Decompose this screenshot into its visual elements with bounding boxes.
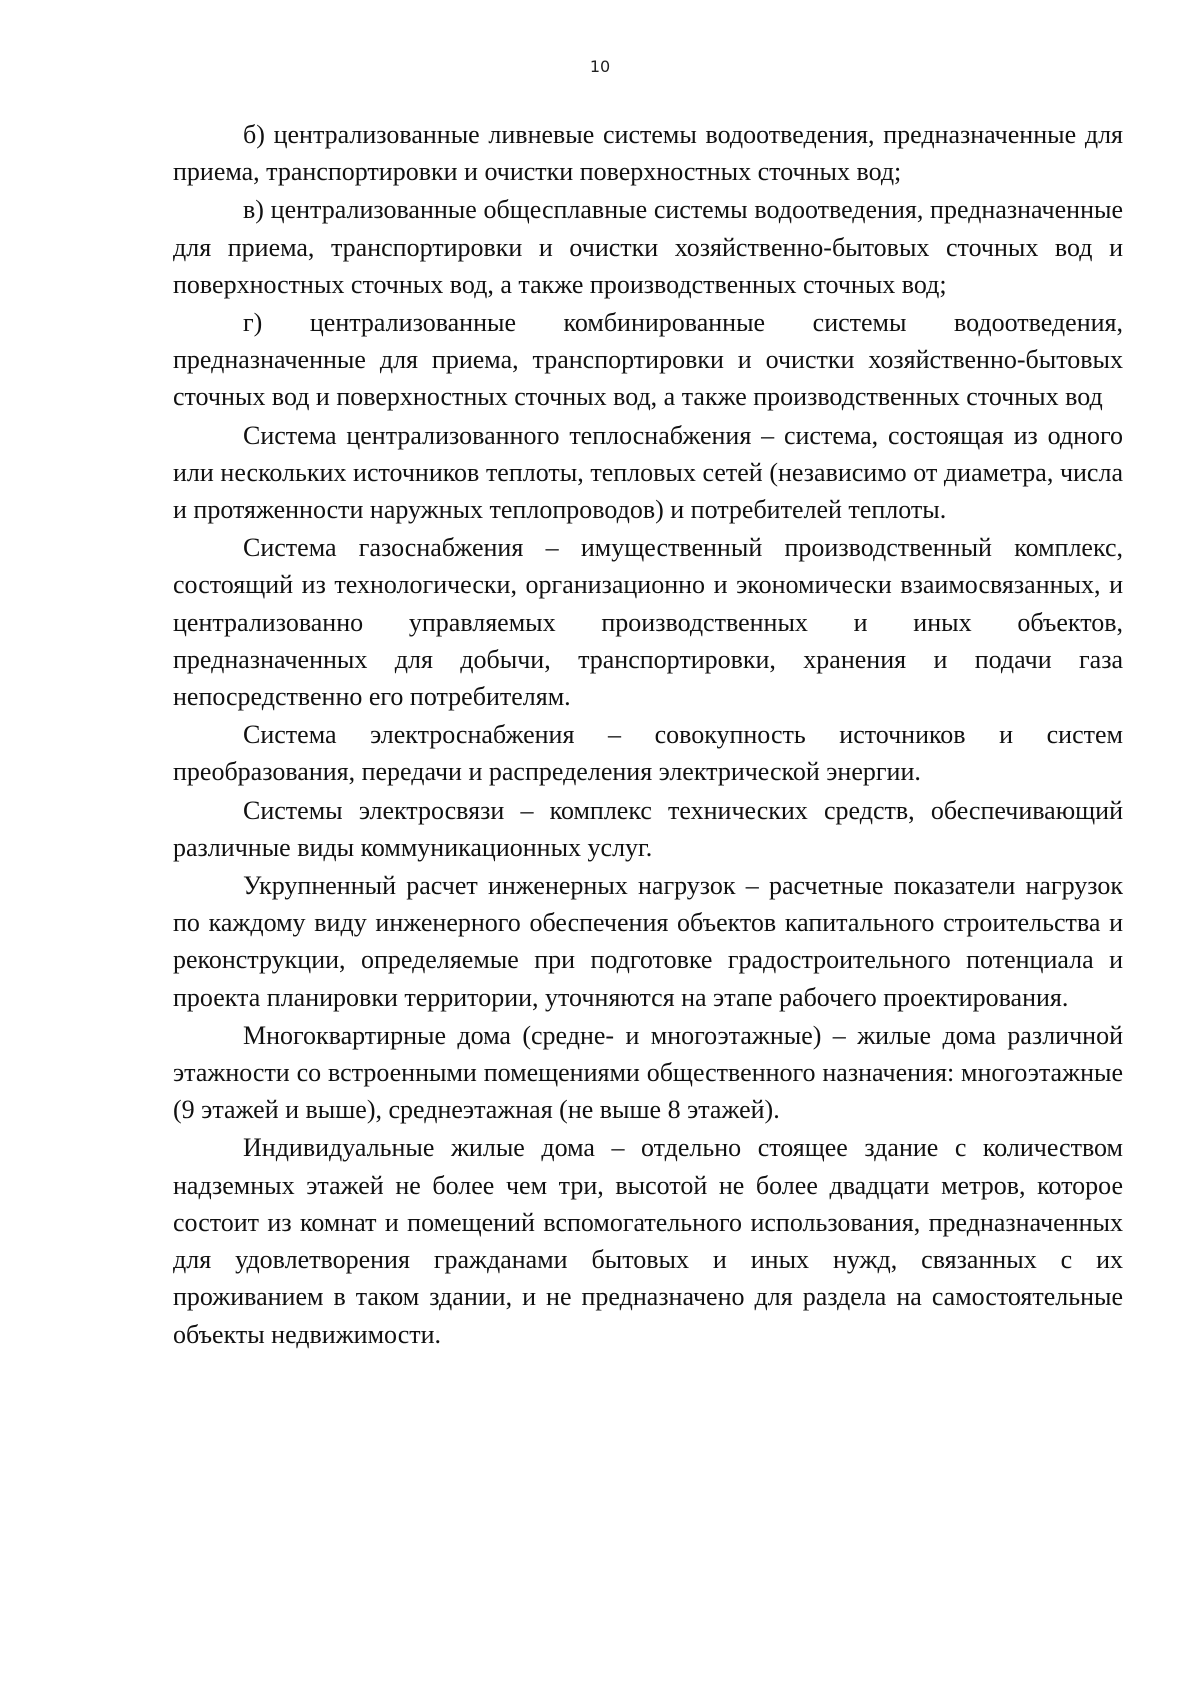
paragraph-engineering-loads: Укрупненный расчет инженерных нагрузок – расчетные показатели нагрузок по каждому виду инженерного обеспечения объектов капитального строительства и реконструкции, определяемые при подготовке градостроительного потенциала и проекта планировки территории, уточняются на этапе рабочего проектирования. bbox=[173, 871, 1123, 1012]
paragraph-heat-supply: Система централизованного теплоснабжения – система, состоящая из одного или нескольких источников теплоты, тепловых сетей (независимо от диаметра, числа и протяженности наружных теплопроводов) и потребителей теплоты. bbox=[173, 420, 1123, 525]
paragraph-apartment-buildings: Многоквартирные дома (средне- и многоэтажные) – жилые дома различной этажности со встроенными помещениями общественного назначения: многоэтажные (9 этажей и выше), среднеэтажная (не выше 8 этажей). bbox=[173, 1020, 1123, 1125]
paragraph-v-combined-sewer: в) централизованные общесплавные системы водоотведения, предназначенные для приема, транспортировки и очистки хозяйственно-бытовых сточных вод и поверхностных сточных вод, а также производственных сточных вод; bbox=[173, 195, 1123, 299]
document-body bbox=[173, 116, 1123, 1354]
page-number: 10 bbox=[589, 57, 611, 76]
paragraph-g-combined-drainage: г) централизованные комбинированные системы водоотведения, предназначенные для приема, транспортировки и очистки хозяйственно-бытовых сточных вод и поверхностных сточных вод, а также производственных сточных вод bbox=[173, 308, 1123, 412]
paragraph-individual-houses: Индивидуальные жилые дома – отдельно стоящее здание с количеством надземных этажей не более чем три, высотой не более двадцати метров, которое состоит из комнат и помещений вспомогательного использования, предназначенных для удовлетворения гражданами бытовых и иных нужд, связанных с их проживанием в таком здании, и не предназначено для раздела на самостоятельные объекты недвижимости. bbox=[173, 1133, 1123, 1349]
paragraph-b-storm-drainage: б) централизованные ливневые системы водоотведения, предназначенные для приема, транспортировки и очистки поверхностных сточных вод; bbox=[173, 120, 1123, 187]
paragraph-telecom: Системы электросвязи – комплекс технических средств, обеспечивающий различные виды коммуникационных услуг. bbox=[173, 795, 1123, 862]
paragraph-gas-supply: Система газоснабжения – имущественный производственный комплекс, состоящий из технологически, организационно и экономически взаимосвязанных, и централизованно управляемых производственных и иных объектов, предназначенных для добычи, транспортировки, хранения и подачи газа непосредственно его потребителям. bbox=[173, 533, 1123, 712]
paragraph-power-supply: Система электроснабжения – совокупность источников и систем преобразования, передачи и распределения электрической энергии. bbox=[173, 720, 1123, 787]
